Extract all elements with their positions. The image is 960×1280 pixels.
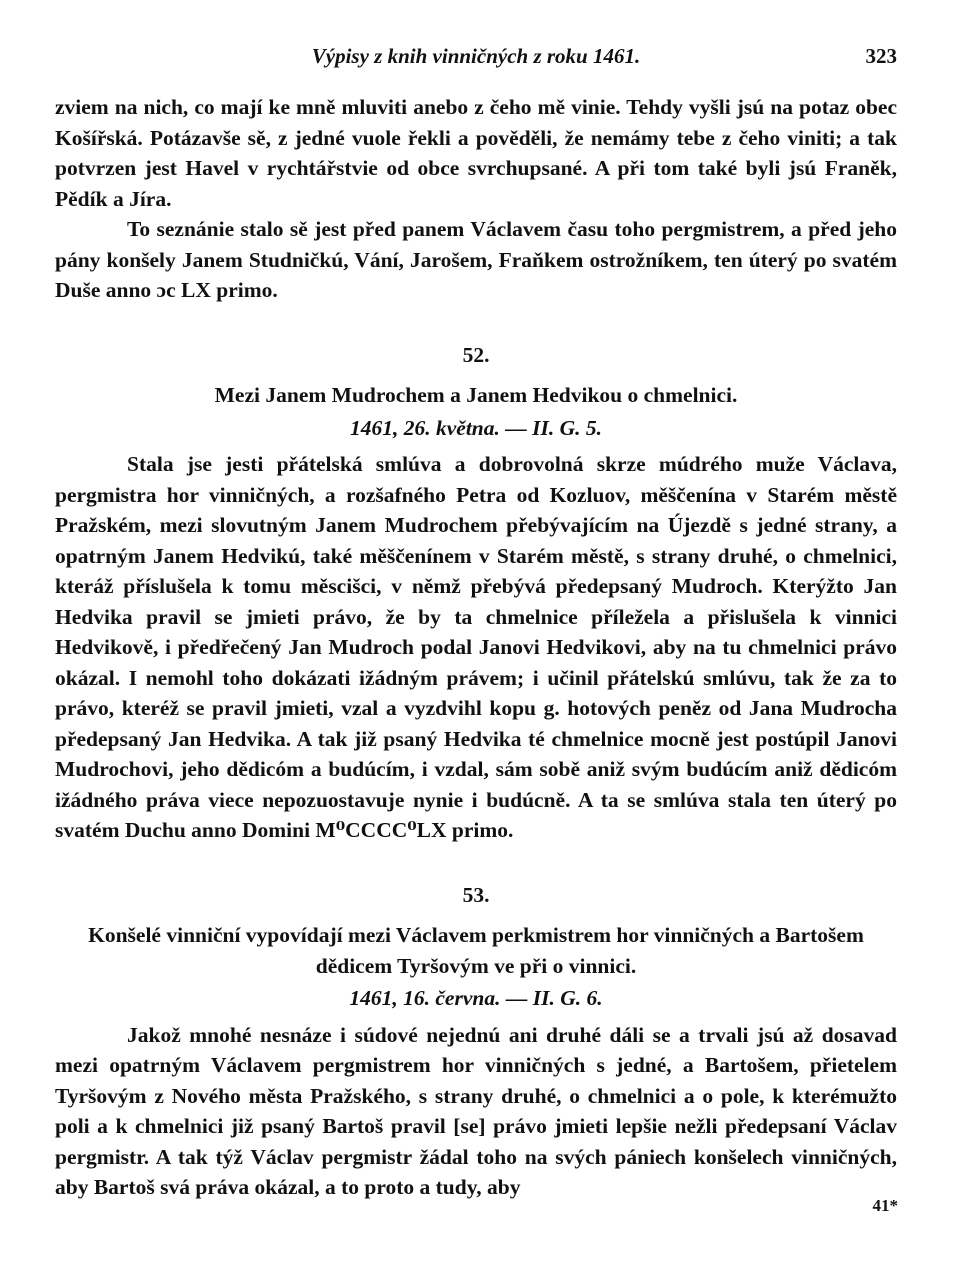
- page-number: 323: [865, 44, 897, 68]
- section-date: 1461, 16. června. — II. G. 6.: [349, 986, 603, 1010]
- signature-mark: 41*: [872, 1196, 898, 1215]
- body-text: [55, 92, 897, 1203]
- section-heading: Konšelé vinniční vypovídají mezi Václavem perkmistrem hor vinničných a Bartošem dědicem Tyršovým ve při o vinnici.: [88, 923, 864, 978]
- paragraph: To seznánie stalo sě jest před panem Václavem času toho pergmistrem, a před jeho pány konšely Janem Studničkú, Vání, Jarošem, Fraňkem ostrožníkem, ten úterý po svatém Duše anno ɔc LX primo.: [55, 217, 897, 302]
- section-number: 53.: [462, 882, 490, 907]
- section-number: 52.: [462, 342, 490, 367]
- running-head: [55, 44, 897, 74]
- section-date: 1461, 26. května. — II. G. 5.: [349, 415, 603, 440]
- paragraph: Stala jse jesti přátelská smlúva a dobrovolná skrze múdrého muže Václava, pergmistra hor vinničných, a rozšafného Petra od Kozluov, měščenína v Starém městě Pražském, mezi slovutným Janem Mudrochem přebývajícím na Újezdě s jedné strany, a opatrným Janem Hedvikú, také měščenínem v Starém městě, s strany druhé, o chmelnici, kteráž příslušela k tomu měscišci, v němž přebývá předepsaný Mudroch. Kterýžto Jan Hedvika pravil se jmieti právo, že by ta chmelnice příležela a přislušela k vinnici Hedvikově, i předřečený Jan Mudroch podal Janovi Hedvikovi, aby na tu chmelnici právo okázal. I nemohl toho dokázati ižádným právem; i učinil přátelskú smlúvu, tak že za to právo, kteréž se pravil jmieti, vzal a vyzdvihl kopu g. hotových peněz od Jana Mudrocha předepsaný Jan Hedvika. A tak již psaný Hedvika té chmelnice mocně jest postúpil Janovi Mudrochovi, jeho dědicóm a budúcím, i vzdal, sám sobě aniž svým budúcím aniž dědicóm ižádného práva viece nepozuostavuje nynie i budúcně. A ta se smlúva stala ten úterý po svatém Duchu anno Domini M⁰CCCC⁰LX primo.: [55, 452, 897, 842]
- section-heading: Mezi Janem Mudrochem a Janem Hedvikou o chmelnici.: [214, 383, 738, 407]
- paragraph: Jakož mnohé nesnáze i súdové nejednú ani druhé dáli se a trvali jsú až dosavad mezi opatrným Václavem pergmistrem hor vinničných s jedné, a Bartošem, přietelem Tyršovým z Nového města Pražského, s strany druhé, o chmelnici a o pole, k kterémužto poli a k chmelnici již psaný Bartoš pravil [se] právo jmieti lepšie nežli předepsaní Václav pergmistr. A tak týž Václav pergmistr žádal toho na svých pániech konšelech vinničných, aby Bartoš svá práva okázal, a to proto a tudy, aby: [55, 1022, 897, 1199]
- running-title: Výpisy z knih vinničných z roku 1461.: [311, 44, 641, 68]
- paragraph: zviem na nich, co mají ke mně mluviti anebo z čeho mě vinie. Tehdy vyšli jsú na potaz obec Košířská. Potázavše sě, z jedné vuole řekli a pověděli, že nemámy tebe z čeho viniti; a tak potvrzen jest Havel v rychtářstvie od obce svrchupsané. A při tom také byli jsú Franěk, Pědík a Jíra.: [55, 95, 897, 211]
